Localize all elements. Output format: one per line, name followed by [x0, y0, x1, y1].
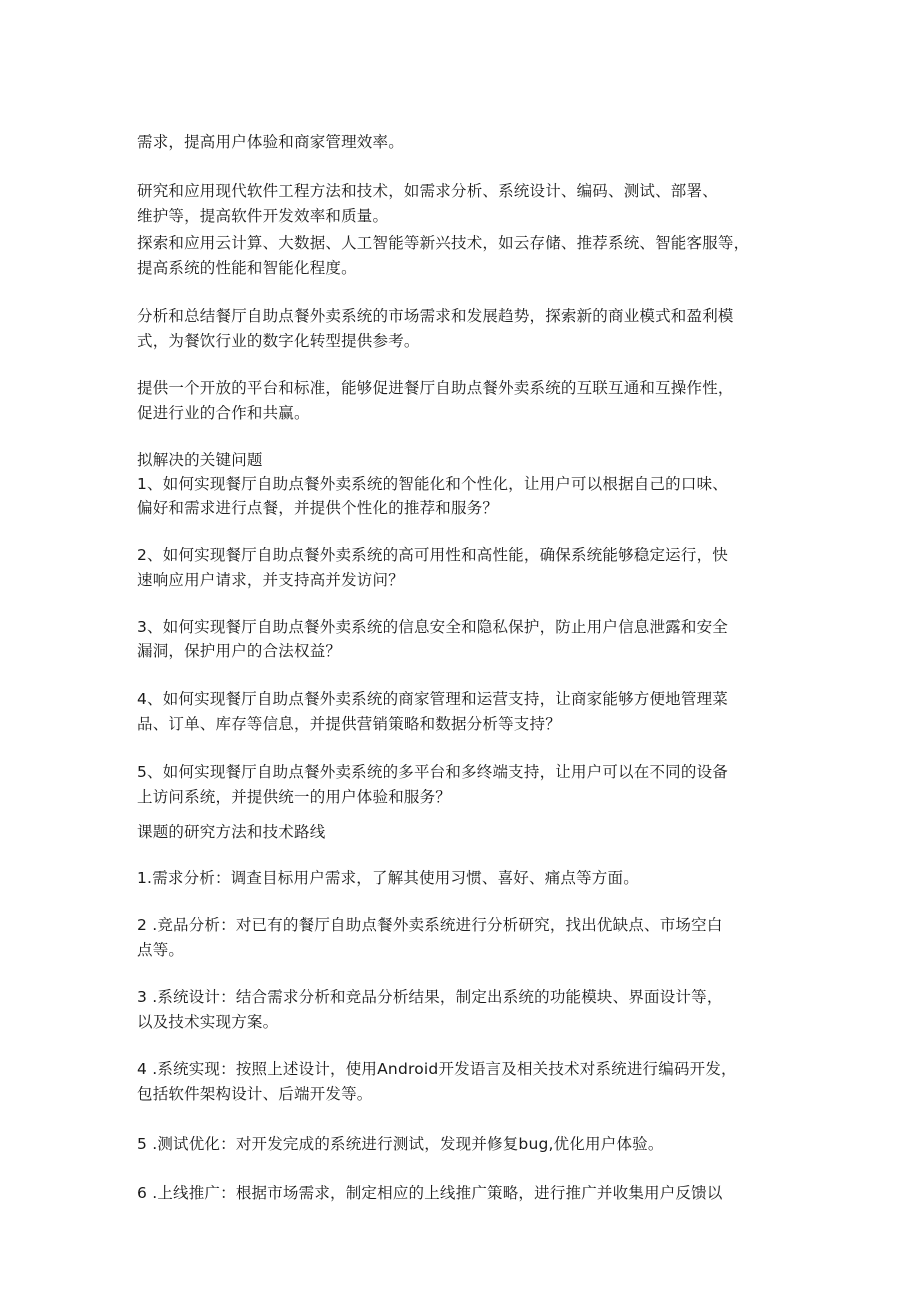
method-5-line-1: 5 .测试优化：对开发完成的系统进行测试，发现并修复bug,优化用户体验。	[137, 1135, 664, 1153]
key-problem-3-line-1: 3、如何实现餐厅自助点餐外卖系统的信息安全和隐私保护，防止用户信息泄露和安全	[137, 618, 728, 636]
paragraph-2-line-1: 研究和应用现代软件工程方法和技术，如需求分析、系统设计、编码、测试、部署、	[137, 182, 718, 200]
paragraph-4-line-1: 分析和总结餐厅自助点餐外卖系统的市场需求和发展趋势，探索新的商业模式和盈利模	[137, 307, 734, 325]
paragraph-4-line-2: 式，为餐饮行业的数字化转型提供参考。	[137, 332, 420, 350]
method-6-line-1: 6 .上线推广：根据市场需求，制定相应的上线推广策略，进行推广并收集用户反馈以	[137, 1184, 723, 1202]
methods-heading: 课题的研究方法和技术路线	[137, 823, 326, 841]
method-4-line-2: 包括软件架构设计、后端开发等。	[137, 1085, 373, 1103]
method-1-line-1: 1.需求分析：调查目标用户需求，了解其使用习惯、喜好、痛点等方面。	[137, 869, 639, 887]
key-problem-1-line-1: 1、如何实现餐厅自助点餐外卖系统的智能化和个性化，让用户可以根据自己的口味、	[137, 475, 728, 493]
paragraph-5-line-2: 促进行业的合作和共赢。	[137, 404, 310, 422]
paragraph-1-line-1: 需求，提高用户体验和商家管理效率。	[137, 133, 404, 151]
paragraph-3-line-2: 提高系统的性能和智能化程度。	[137, 259, 357, 277]
paragraph-5-line-1: 提供一个开放的平台和标准，能够促进餐厅自助点餐外卖系统的互联互通和互操作性，	[137, 379, 734, 397]
paragraph-3-line-1: 探索和应用云计算、大数据、人工智能等新兴技术，如云存储、推荐系统、智能客服等，	[137, 234, 750, 252]
method-4-line-1: 4 .系统实现：按照上述设计，使用Android开发语言及相关技术对系统进行编码开发，	[137, 1060, 737, 1078]
key-problem-5-line-1: 5、如何实现餐厅自助点餐外卖系统的多平台和多终端支持，让用户可以在不同的设备	[137, 763, 728, 781]
key-problem-1-line-2: 偏好和需求进行点餐，并提供个性化的推荐和服务？	[137, 499, 499, 517]
method-3-line-2: 以及技术实现方案。	[137, 1013, 279, 1031]
key-problem-4-line-1: 4、如何实现餐厅自助点餐外卖系统的商家管理和运营支持，让商家能够方便地管理菜	[137, 690, 728, 708]
key-problem-2-line-2: 速响应用户请求，并支持高并发访问？	[137, 571, 404, 589]
key-problem-5-line-2: 上访问系统，并提供统一的用户体验和服务？	[137, 788, 452, 806]
method-2-line-1: 2 .竞品分析：对已有的餐厅自助点餐外卖系统进行分析研究，找出优缺点、市场空白	[137, 916, 723, 934]
key-problem-3-line-2: 漏洞，保护用户的合法权益？	[137, 642, 342, 660]
key-problems-heading: 拟解决的关键问题	[137, 451, 263, 469]
method-2-line-2: 点等。	[137, 941, 185, 959]
method-3-line-1: 3 .系统设计：结合需求分析和竞品分析结果，制定出系统的功能模块、界面设计等，	[137, 988, 723, 1006]
paragraph-2-line-2: 维护等，提高软件开发效率和质量。	[137, 207, 389, 225]
key-problem-4-line-2: 品、订单、库存等信息，并提供营销策略和数据分析等支持？	[137, 715, 561, 733]
key-problem-2-line-1: 2、如何实现餐厅自助点餐外卖系统的高可用性和高性能，确保系统能够稳定运行，快	[137, 546, 728, 564]
